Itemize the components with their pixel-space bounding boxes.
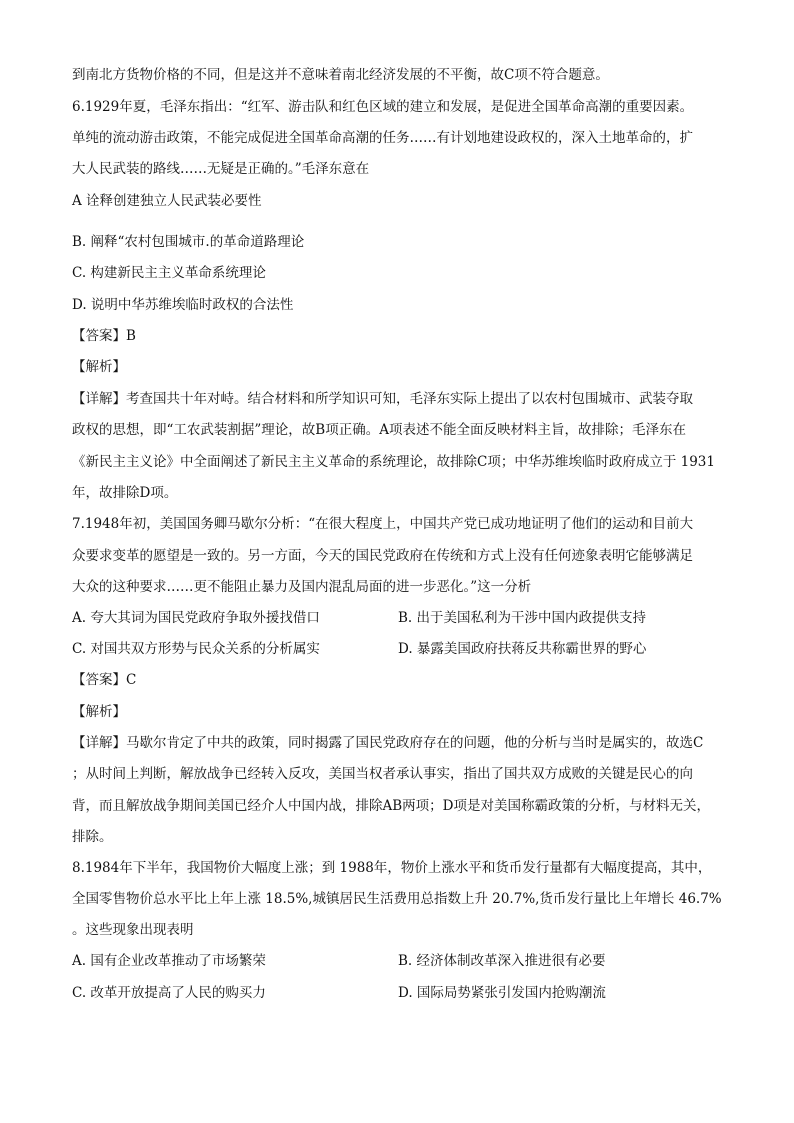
- q7-detail-line-1: 【详解】马歇尔肯定了中共的政策，同时揭露了国民党政府存在的问题，他的分析与当时是属实的，故选C: [72, 735, 704, 751]
- q7-detail-line-2: ；从时间上判断，解放战争已经转入反攻，美国当权者承认事实，指出了国共双方成败的关键是民心的向: [72, 766, 693, 782]
- q6-stem-line-1: 6.1929年夏，毛泽东指出：“红军、游击队和红色区域的建立和发展，是促进全国革命高潮的重要因素。: [72, 99, 694, 115]
- q6-analysis-label: 【解析】: [72, 359, 126, 375]
- q6-answer: 【答案】B: [72, 328, 136, 344]
- q6-detail-line-3: 《新民主主义论》中全面阐述了新民主主义革命的系统理论，故排除C项；中华苏维埃临时政府成立于 1931: [72, 454, 715, 470]
- q8-stem-line-2: 全国零售物价总水平比上年上涨 18.5%,城镇居民生活费用总指数上升 20.7%,货币发行量比上年增长 46.7%: [72, 891, 722, 907]
- q8-option-d: D. 国际局势紧张引发国内抢购潮流: [398, 985, 606, 1001]
- q7-stem-line-2: 众要求变革的愿望是一致的。另一方面，今天的国民党政府在传统和方式上没有任何迹象表明它能够满足: [72, 548, 693, 564]
- q6-stem-line-3: 大人民武装的路线……无疑是正确的。”毛泽东意在: [72, 161, 370, 177]
- q7-option-d: D. 暴露美国政府扶蒋反共称霸世界的野心: [398, 641, 647, 657]
- q6-option-a: A 诠释创建独立人民武装必要性: [72, 193, 262, 209]
- q6-detail-line-1: 【详解】考查国共十年对峙。结合材料和所学知识可知，毛泽东实际上提出了以农村包围城市、武装夺取: [72, 391, 693, 407]
- q6-stem-line-2: 单纯的流动游击政策，不能完成促进全国革命高潮的任务……有计划地建设政权的，深入土地革命的，扩: [72, 130, 693, 146]
- q6-detail-line-4: 年，故排除D项。: [72, 485, 178, 501]
- intro-text: 到南北方货物价格的不同，但是这并不意味着南北经济发展的不平衡，故C项不符合题意。: [72, 67, 609, 83]
- q7-option-b: B. 出于美国私利为干涉中国内政提供支持: [398, 610, 647, 626]
- q6-option-b: B. 阐释“农村包围城市.的革命道路理论: [72, 234, 305, 250]
- q7-analysis-label: 【解析】: [72, 704, 126, 720]
- q7-detail-line-4: 排除。: [72, 829, 113, 845]
- q7-detail-line-3: 背，而且解放战争期间美国已经介人中国内战，排除AB两项；D项是对美国称霸政策的分析，与材料无关，: [72, 798, 710, 814]
- q6-option-d: D. 说明中华苏维埃临时政权的合法性: [72, 297, 294, 313]
- q7-option-c: C. 对国共双方形势与民众关系的分析属实: [72, 641, 320, 657]
- q6-detail-line-2: 政权的思想，即“工农武装割据”理论，故B项正确。A项表述不能全面反映材料主旨，故排除；毛泽东在: [72, 422, 686, 438]
- q6-option-c: C. 构建新民主主义革命系统理论: [72, 265, 266, 281]
- q8-option-a: A. 国有企业改革推动了市场繁荣: [72, 953, 266, 969]
- q8-option-b: B. 经济体制改革深入推进很有必要: [398, 953, 606, 969]
- q7-answer: 【答案】C: [72, 672, 137, 688]
- q7-stem-line-3: 大众的这种要求……更不能阻止暴力及国内混乱局面的进一步恶化。”这一分析: [72, 579, 532, 595]
- q8-stem-line-1: 8.1984年下半年，我国物价大幅度上涨；到 1988年，物价上涨水平和货币发行量都有大幅度提高，其中，: [72, 860, 712, 876]
- q8-stem-line-3: 。这些现象出现表明: [72, 922, 194, 938]
- q7-stem-line-1: 7.1948年初，美国国务卿马歇尔分析：“在很大程度上，中国共产党已成功地证明了他们的运动和目前大: [72, 516, 694, 532]
- q7-option-a: A. 夸大其词为国民党政府争取外援找借口: [72, 610, 320, 626]
- q8-option-c: C. 改革开放提高了人民的购买力: [72, 985, 266, 1001]
